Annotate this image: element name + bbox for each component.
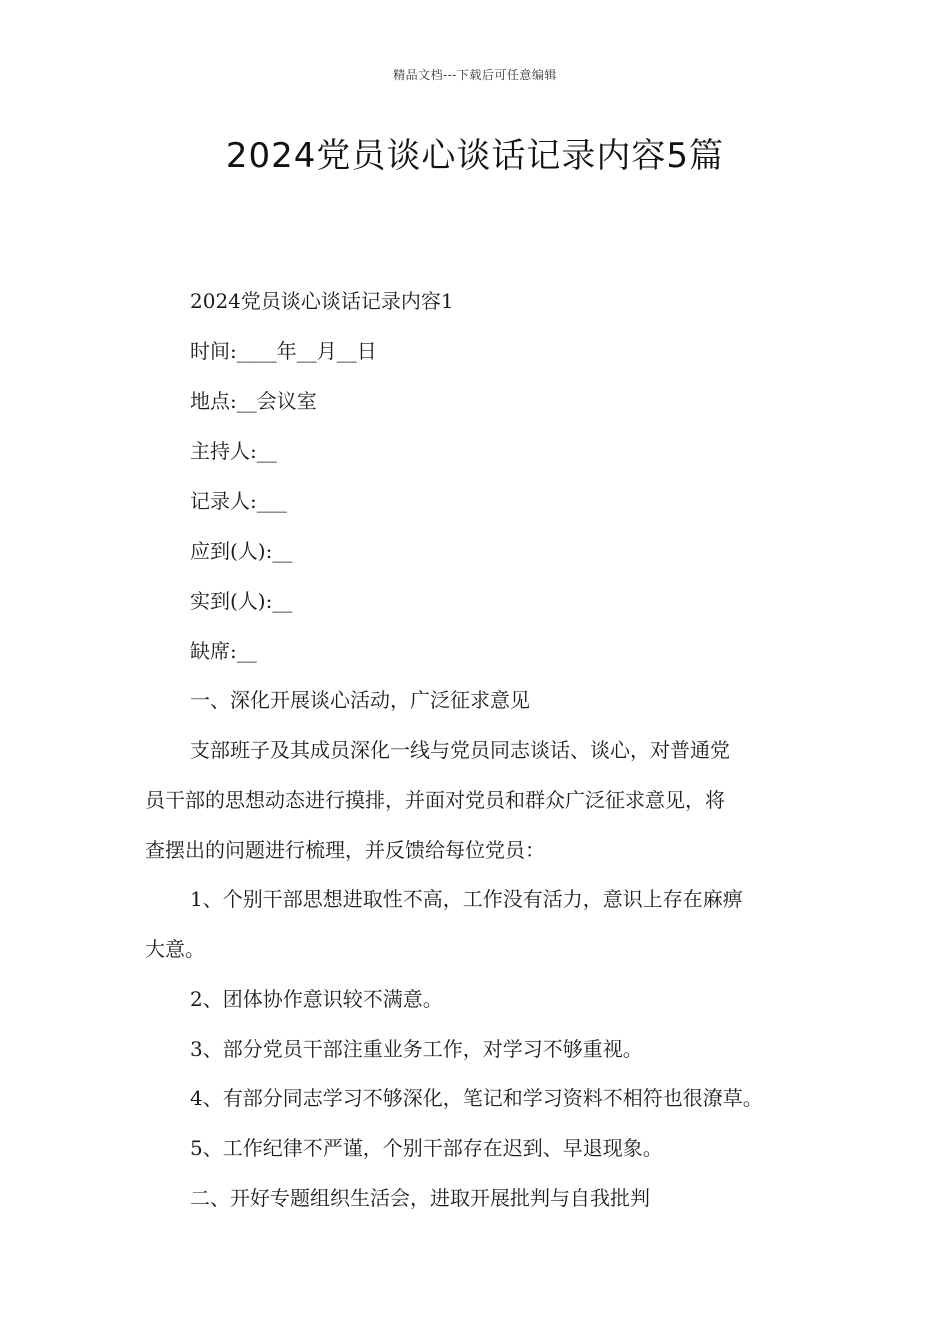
- heading-two: 二、开好专题组织生活会，进取开展批判与自我批判: [190, 1186, 650, 1210]
- document-title: 2024党员谈心谈话记录内容5篇: [225, 136, 725, 176]
- field-host: 主持人:__: [190, 439, 277, 463]
- field-place: 地点:__会议室: [190, 389, 317, 413]
- list-item-5: 5、工作纪律不严谨，个别干部存在迟到、早退现象。: [190, 1136, 663, 1160]
- field-time: 时间:____年__月__日: [190, 339, 377, 363]
- paragraph-line: 员干部的思想动态进行摸排，并面对党员和群众广泛征求意见，将: [145, 788, 725, 812]
- header-note: 精品文档---下载后可任意编辑: [393, 68, 557, 82]
- heading-one: 一、深化开展谈心活动，广泛征求意见: [190, 688, 530, 712]
- paragraph-line: 查摆出的问题进行梳理，并反馈给每位党员：: [145, 838, 545, 862]
- list-item-3: 3、部分党员干部注重业务工作，对学习不够重视。: [190, 1037, 643, 1061]
- section-title: 2024党员谈心谈话记录内容1: [190, 289, 454, 313]
- paragraph-line: 支部班子及其成员深化一线与党员同志谈话、谈心，对普通党: [190, 738, 730, 762]
- list-item-1-continued: 大意。: [145, 937, 205, 961]
- field-recorder: 记录人:___: [190, 489, 287, 513]
- field-actual: 实到(人):__: [190, 589, 293, 613]
- list-item-1: 1、个别干部思想进取性不高，工作没有活力，意识上存在麻痹: [190, 887, 743, 911]
- list-item-4: 4、有部分同志学习不够深化，笔记和学习资料不相符也很潦草。: [190, 1086, 763, 1110]
- field-expected: 应到(人):__: [190, 539, 293, 563]
- list-item-2: 2、团体协作意识较不满意。: [190, 987, 443, 1011]
- field-absent: 缺席:__: [190, 639, 257, 663]
